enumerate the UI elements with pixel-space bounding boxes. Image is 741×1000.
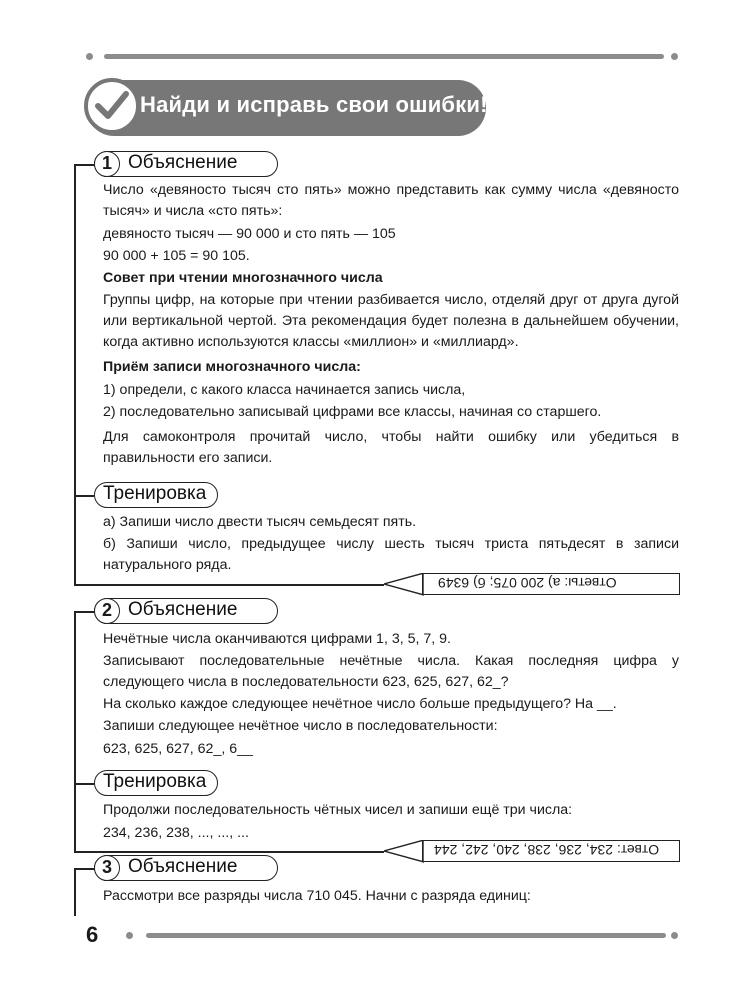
s2-sequence: 234, 236, 238, ..., ..., ... <box>103 825 249 841</box>
s2-training-label: Тренировка <box>103 771 207 792</box>
s2-training-connector <box>74 783 94 785</box>
page-title: Найди и исправь свои ошибки! <box>140 92 488 117</box>
section1-number: 1 <box>94 151 120 177</box>
s1-task-a: а) Запиши число двести тысяч семьдесят пять. <box>103 514 417 530</box>
s1-step-2: 2) последовательно записывай цифрами все классы, начиная со старшего. <box>103 404 602 420</box>
s1-paragraph-3: 90 000 + 105 = 90 105. <box>103 248 250 264</box>
page-number: 6 <box>86 922 99 947</box>
section2-vertical-line <box>74 611 76 851</box>
section2-number: 2 <box>94 598 120 624</box>
section3-explanation-label: Объяснение <box>128 856 238 877</box>
s2-paragraph-1: Нечётные числа оканчиваются цифрами 1, 3, 5, 7, 9. <box>103 631 451 647</box>
check-icon <box>88 82 136 130</box>
top-rule <box>104 54 664 59</box>
section1-vertical-line <box>74 164 76 584</box>
s1-answer-line <box>74 584 384 586</box>
s2-answer-text: Ответ: 234, 236, 238, 240, 242, 244 <box>434 842 660 858</box>
bottom-rule <box>146 933 666 938</box>
section2-explanation-label: Объяснение <box>128 599 238 620</box>
s1-paragraph-5: Для самоконтроля прочитай число, чтобы найти ошибку или убедиться в правильности его записи. <box>103 429 679 466</box>
s2-answer-arrow <box>384 840 424 864</box>
s1-training-connector <box>74 495 94 497</box>
section1-explanation-label: Объяснение <box>128 152 238 173</box>
s1-paragraph-2: девяносто тысяч — 90 000 и сто пять — 105 <box>103 226 396 242</box>
s2-paragraph-2: Записывают последовательные нечётные числа. Какая последняя цифра у следующего числа в последовательности 623, 625, 627, 62_? <box>103 653 679 690</box>
s1-training-label: Тренировка <box>103 483 207 504</box>
s1-answer-text: Ответы: а) 200 075; б) 6349 <box>438 575 617 591</box>
s1-step-1: 1) определи, с какого класса начинается запись числа, <box>103 382 466 398</box>
s1-advice-heading: Совет при чтении многозначного числа <box>103 270 383 286</box>
top-rule-dot-left <box>86 53 93 60</box>
s2-task: Продолжи последовательность чётных чисел и запиши ещё три числа: <box>103 802 573 818</box>
s1-paragraph-4: Группы цифр, на которые при чтении разбивается число, отделяй друг от друга дугой или вертикальной чертой. Эта рекомендация будет полезна в дальнейшем обучении, когда активно используются классы «миллион» и «миллиард». <box>103 292 679 350</box>
bottom-rule-dot-left <box>126 932 133 939</box>
s2-paragraph-4: Запиши следующее нечётное число в последовательности: <box>103 718 498 734</box>
s2-answer-line <box>74 851 384 853</box>
bottom-rule-dot-right <box>671 932 678 939</box>
section3-connector <box>74 868 94 870</box>
check-badge <box>84 78 140 134</box>
section1-connector <box>74 164 94 166</box>
section3-number: 3 <box>94 855 120 881</box>
s1-task-b: б) Запиши число, предыдущее числу шесть тысяч триста пятьдесят в записи натурального ряда. <box>103 536 679 573</box>
s1-paragraph-1: Число «девяносто тысяч сто пять» можно представить как сумму числа «девяносто тысяч» и числа «сто пять»: <box>103 182 679 219</box>
s2-paragraph-3: На сколько каждое следующее нечётное число больше предыдущего? На __. <box>103 696 617 712</box>
s1-answer-arrow <box>384 573 424 597</box>
section2-connector <box>74 611 94 613</box>
s3-paragraph-1: Рассмотри все разряды числа 710 045. Начни с разряда единиц: <box>103 888 531 904</box>
section3-vertical-line <box>74 868 76 916</box>
s2-paragraph-5: 623, 625, 627, 62_, 6__ <box>103 741 253 757</box>
top-rule-dot-right <box>671 53 678 60</box>
s1-method-heading: Приём записи многозначного числа: <box>103 359 361 375</box>
